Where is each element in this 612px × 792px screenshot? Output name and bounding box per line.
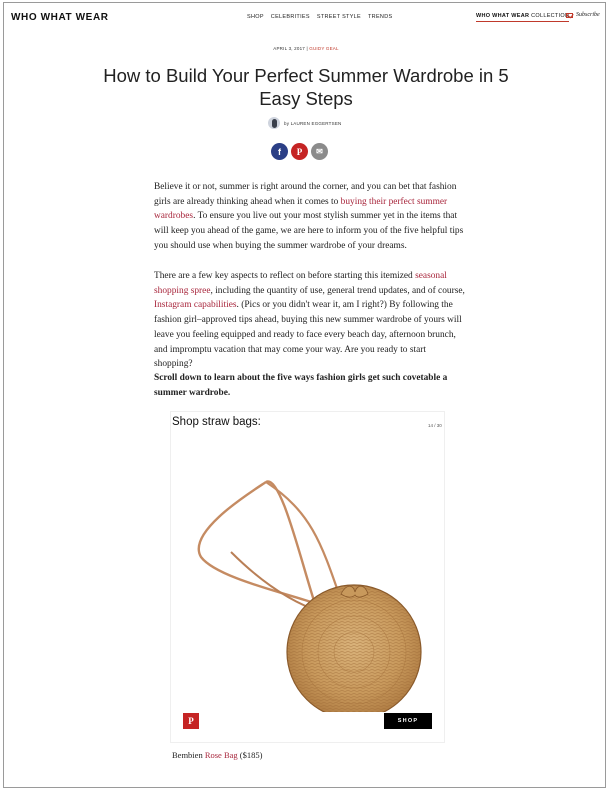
p2-text-c: . (Pics or you didn't wear it, am I right?) By following the fashion girl–approved tips ahead, buying this new summer wardrobe of yours will leave you feeling equipped and ready to face every beach day, afternoon brunch, and impromptu vacation that may come your way. Are you ready to start shopping? [154,300,462,370]
article-category[interactable]: GUIDY GEAL [309,46,339,51]
facebook-icon: f [278,146,281,157]
paragraph-aspects [154,269,466,372]
link-shopping-spree[interactable]: seasonal shopping spree [154,271,447,296]
envelope-icon [566,13,573,18]
email-share-button[interactable] [311,143,328,160]
shop-button[interactable]: SHOP [384,713,432,729]
byline [268,117,341,129]
pinterest-icon: P [296,146,303,157]
p2-text-b: , including the quantity of use, general trend updates, and of course, [210,285,465,296]
author-avatar[interactable] [268,117,280,129]
caption-brand: Bembien [172,750,205,760]
paragraph-intro [154,180,466,254]
link-instagram[interactable]: Instagram capabilities [154,300,237,311]
pinterest-share-button[interactable] [291,143,308,160]
subscribe-label: Subscribe [576,12,600,18]
paragraph-scroll-down: Scroll down to learn about the five ways fashion girls get such covetable a summer wardrobe. [154,373,448,398]
author-name[interactable]: by LAUREN EGGERTSEN [284,120,342,126]
site-logo[interactable]: WHO WHAT WEAR [11,12,109,23]
article-title: How to Build Your Perfect Summer Wardrobe in 5 Easy Steps [103,65,509,109]
collection-brand: WHO WHAT WEAR [476,13,530,19]
meta-separator: | [306,46,308,51]
pinterest-icon: P [188,716,194,726]
nav-celebrities[interactable]: CELEBRITIES [270,14,310,20]
product-link[interactable]: Rose Bag [204,750,238,760]
pinterest-pin-button[interactable] [183,713,199,729]
link-summer-wardrobes[interactable]: buying their perfect summer wardrobes [154,196,448,222]
top-navigation [0,0,612,36]
collection-label: COLLECTION [531,13,570,19]
caption-price: ($185) [237,750,263,760]
slide-counter: 14 / 30 [428,423,442,428]
subscribe-link[interactable] [566,12,600,18]
nav-shop[interactable]: SHOP [247,14,264,20]
facebook-share-button[interactable] [271,143,288,160]
main-nav [247,14,392,20]
email-icon: ✉ [316,147,323,156]
product-caption [172,750,262,760]
straw-bag-image[interactable] [171,452,446,712]
p2-text-a: There are a few key aspects to reflect on before starting this itemized [154,271,416,281]
nav-street-style[interactable]: STREET STYLE [316,14,362,20]
p1-text-b: . To ensure you live out your most stylish summer yet in the items that will keep you ahead of the game, we are here to inform you of the five helpful tips you should use when buying the summer wardrobe of your dreams. [154,211,464,251]
product-slideshow [170,411,445,743]
article-meta [0,46,612,51]
collection-link[interactable] [476,13,569,22]
nav-trends[interactable]: TRENDS [368,14,393,20]
slideshow-title: Shop straw bags: [172,416,261,428]
p1-text-a: Believe it or not, summer is right around the corner, and you can bet that fashion girls are already thinking ahead when it comes to [154,182,457,207]
article-date: APRIL 3, 2017 [273,46,305,51]
share-buttons [271,143,328,160]
